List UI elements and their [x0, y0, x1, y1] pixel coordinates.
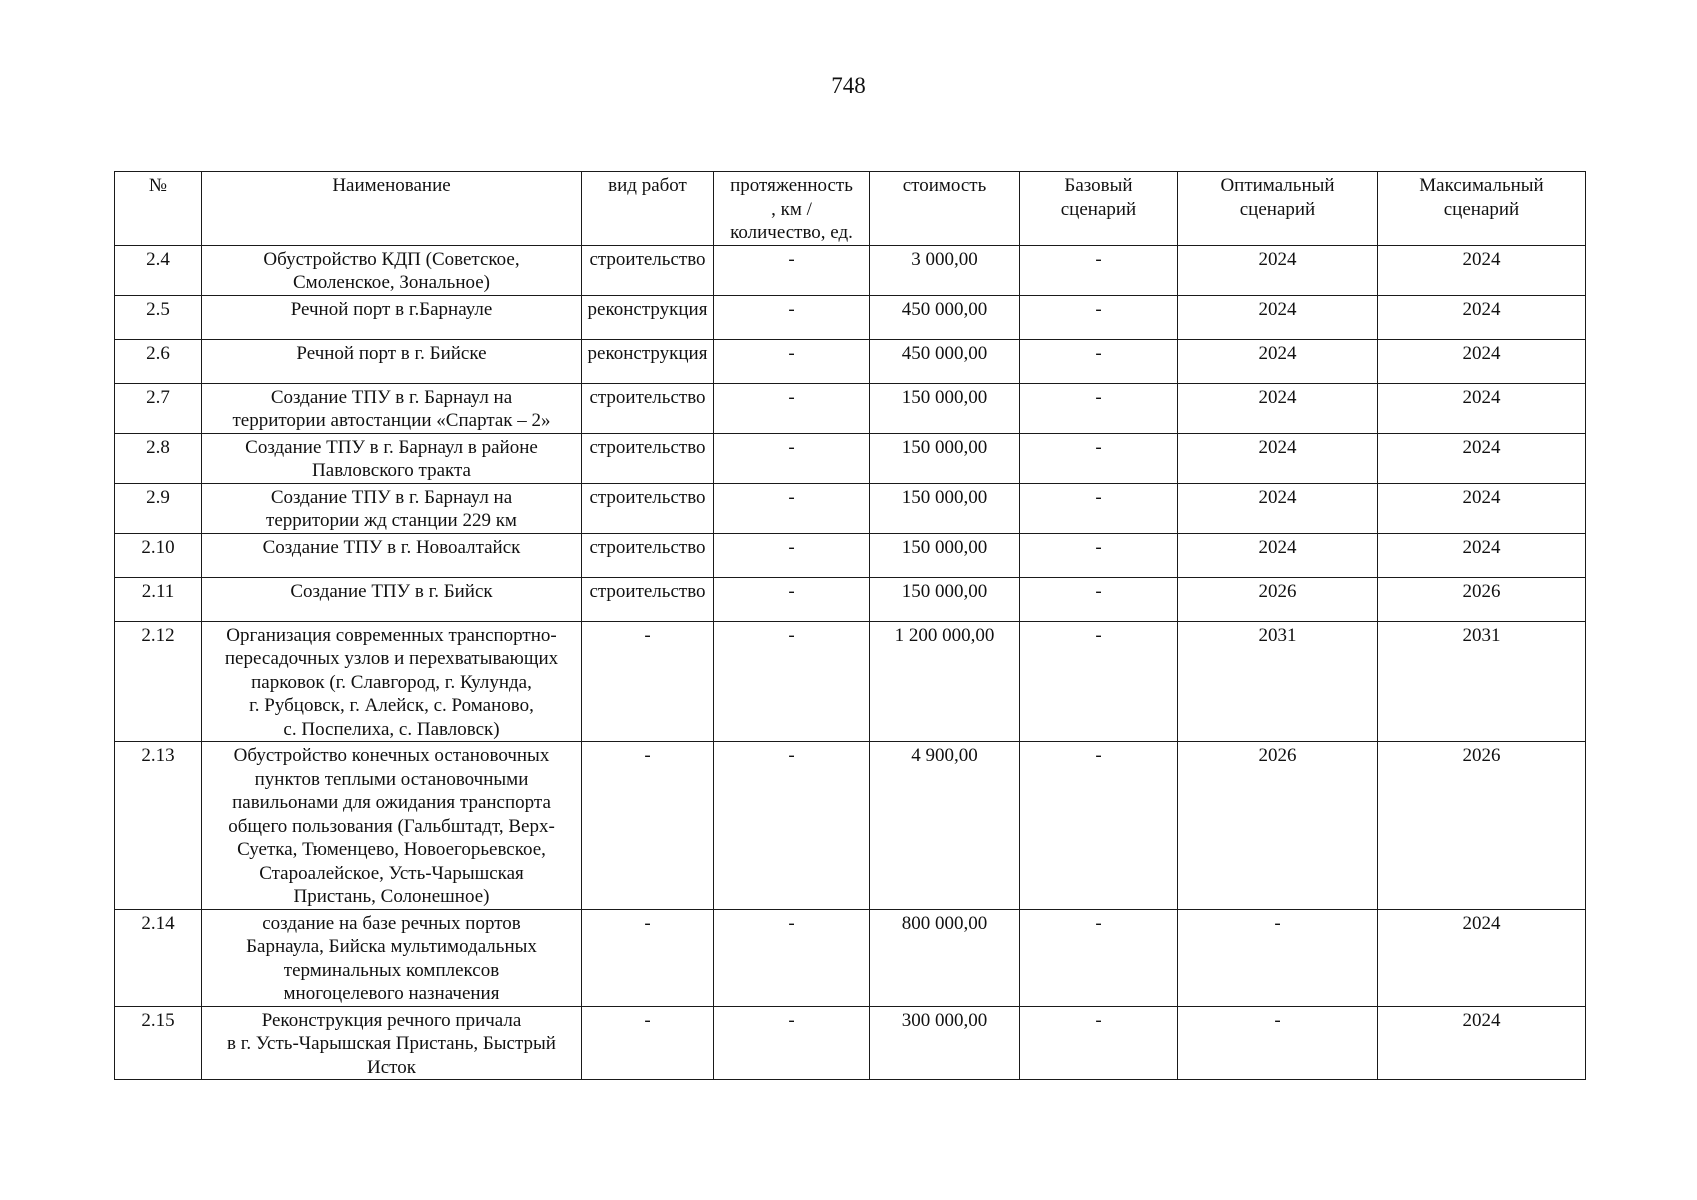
row-name-text: Организация современных транспортно- пересадочных узлов и перехватывающих парковок (г. Славгород, г. Кулунда, г. Рубцовск, г. Алейск, с. Романово, с. Поспелиха, с. Павловск) — [224, 624, 559, 740]
row-work-type-text: строительство — [589, 580, 706, 602]
row-cost-cell — [870, 383, 1020, 433]
row-max-scenario-cell — [1378, 577, 1586, 621]
row-cost-cell — [870, 1006, 1020, 1080]
row-number-cell — [115, 577, 202, 621]
row-cost-cell — [870, 533, 1020, 577]
row-work-type-text: строительство — [589, 536, 706, 558]
row-cost-cell — [870, 577, 1020, 621]
table-row — [115, 339, 1586, 383]
row-base-scenario-cell — [1020, 295, 1178, 339]
header-length: протяженность , км / количество, ед. — [714, 172, 870, 246]
row-base-scenario-cell — [1020, 483, 1178, 533]
row-number-text: 2.13 — [141, 745, 175, 766]
row-length-text: - — [788, 386, 795, 408]
row-name-cell — [202, 621, 582, 742]
row-number-cell — [115, 1006, 202, 1080]
row-name-text: Обустройство конечных остановочных пунктов теплыми остановочными павильонами для ожидания транспорта общего пользования (Гальбштадт, Верх- Суетка, Тюменцево, Новоегорьевское, Староалейское, Усть-Чарышская Пристань, Солонешное) — [228, 745, 555, 907]
row-cost-text: 450 000,00 — [901, 342, 988, 364]
row-length-text: - — [788, 1009, 795, 1031]
row-base-scenario-text: - — [1095, 248, 1102, 270]
row-optimal-scenario-text: 2024 — [1258, 486, 1297, 508]
row-name-text: Создание ТПУ в г. Новоалтайск — [262, 536, 521, 558]
row-cost-cell — [870, 295, 1020, 339]
row-length-text: - — [788, 298, 795, 320]
row-optimal-scenario-text: 2024 — [1258, 298, 1297, 320]
row-cost-text: 4 900,00 — [911, 745, 978, 766]
row-base-scenario-cell — [1020, 1006, 1178, 1080]
row-work-type-cell — [582, 577, 714, 621]
row-length-cell — [714, 577, 870, 621]
table-row — [115, 533, 1586, 577]
row-name-text: Создание ТПУ в г. Бийск — [290, 580, 493, 602]
row-length-cell — [714, 621, 870, 742]
data-table — [114, 171, 1586, 1080]
row-cost-cell — [870, 433, 1020, 483]
row-length-text: - — [788, 745, 795, 766]
row-max-scenario-cell — [1378, 383, 1586, 433]
row-work-type-text: - — [644, 745, 651, 766]
row-name-cell — [202, 483, 582, 533]
row-optimal-scenario-text: 2026 — [1258, 580, 1297, 602]
table-row — [115, 383, 1586, 433]
row-max-scenario-cell — [1378, 295, 1586, 339]
table-row — [115, 909, 1586, 1006]
row-work-type-text: строительство — [589, 248, 706, 270]
row-work-type-cell — [582, 295, 714, 339]
row-length-text: - — [788, 486, 795, 508]
row-work-type-text: реконструкция — [587, 342, 708, 364]
row-base-scenario-text: - — [1095, 298, 1102, 320]
row-base-scenario-text: - — [1095, 342, 1102, 364]
row-optimal-scenario-text: 2024 — [1258, 386, 1297, 408]
row-number-cell — [115, 295, 202, 339]
row-base-scenario-text: - — [1095, 624, 1102, 646]
row-cost-cell — [870, 909, 1020, 1006]
row-max-scenario-cell — [1378, 339, 1586, 383]
row-number-text: 2.4 — [146, 248, 170, 270]
row-base-scenario-text: - — [1095, 580, 1102, 602]
row-name-cell — [202, 245, 582, 295]
row-number-text: 2.12 — [141, 624, 175, 646]
row-base-scenario-cell — [1020, 909, 1178, 1006]
row-base-scenario-text: - — [1095, 436, 1102, 458]
row-length-text: - — [788, 536, 795, 558]
row-number-cell — [115, 483, 202, 533]
row-name-text: Реконструкция речного причала в г. Усть-Чарышская Пристань, Быстрый Исток — [227, 1009, 556, 1078]
row-max-scenario-text: 2024 — [1462, 248, 1501, 270]
header-optimal-scenario: Оптимальный сценарий — [1178, 172, 1378, 246]
row-cost-text: 800 000,00 — [901, 912, 988, 934]
row-optimal-scenario-cell — [1178, 621, 1378, 742]
row-length-cell — [714, 483, 870, 533]
row-name-text: Создание ТПУ в г. Барнаул на территории жд станции 229 км — [266, 486, 517, 531]
row-base-scenario-cell — [1020, 433, 1178, 483]
table-row — [115, 577, 1586, 621]
row-cost-text: 150 000,00 — [901, 580, 988, 602]
row-length-text: - — [788, 248, 795, 270]
row-max-scenario-cell — [1378, 483, 1586, 533]
row-cost-text: 150 000,00 — [901, 436, 988, 458]
row-length-text: - — [788, 580, 795, 602]
row-work-type-cell — [582, 1006, 714, 1080]
row-max-scenario-text: 2024 — [1462, 1009, 1501, 1031]
row-number-cell — [115, 909, 202, 1006]
row-length-text: - — [788, 624, 795, 646]
row-work-type-cell — [582, 742, 714, 910]
row-optimal-scenario-cell — [1178, 295, 1378, 339]
row-work-type-cell — [582, 339, 714, 383]
table-row — [115, 245, 1586, 295]
row-number-text: 2.10 — [141, 536, 175, 558]
page-number: 748 — [831, 73, 866, 98]
row-optimal-scenario-cell — [1178, 909, 1378, 1006]
row-cost-text: 450 000,00 — [901, 298, 988, 320]
row-base-scenario-cell — [1020, 339, 1178, 383]
row-work-type-cell — [582, 383, 714, 433]
row-base-scenario-text: - — [1095, 912, 1102, 934]
row-length-cell — [714, 383, 870, 433]
table-row — [115, 433, 1586, 483]
row-max-scenario-cell — [1378, 533, 1586, 577]
row-name-text: создание на базе речных портов Барнаула, Бийска мультимодальных терминальных комплексов многоцелевого назначения — [246, 912, 537, 1004]
row-optimal-scenario-text: 2026 — [1258, 745, 1297, 766]
row-cost-cell — [870, 621, 1020, 742]
row-length-cell — [714, 909, 870, 1006]
row-cost-text: 150 000,00 — [901, 486, 988, 508]
row-name-cell — [202, 339, 582, 383]
row-number-text: 2.9 — [146, 486, 170, 508]
row-work-type-text: - — [644, 624, 651, 646]
table-body — [115, 245, 1586, 1080]
header-work-type: вид работ — [582, 172, 714, 246]
row-max-scenario-text: 2026 — [1462, 745, 1501, 766]
row-name-text: Создание ТПУ в г. Барнаул в районе Павловского тракта — [245, 436, 538, 481]
table-row — [115, 742, 1586, 910]
row-optimal-scenario-cell — [1178, 339, 1378, 383]
row-base-scenario-cell — [1020, 383, 1178, 433]
row-length-cell — [714, 433, 870, 483]
row-base-scenario-text: - — [1095, 386, 1102, 408]
row-optimal-scenario-text: 2031 — [1258, 624, 1297, 646]
row-length-cell — [714, 295, 870, 339]
table-row — [115, 483, 1586, 533]
row-number-cell — [115, 533, 202, 577]
row-max-scenario-text: 2031 — [1462, 624, 1501, 646]
row-name-cell — [202, 383, 582, 433]
row-number-text: 2.15 — [141, 1009, 175, 1031]
row-number-cell — [115, 383, 202, 433]
row-work-type-text: - — [644, 912, 651, 934]
row-work-type-text: строительство — [589, 486, 706, 508]
row-optimal-scenario-text: 2024 — [1258, 536, 1297, 558]
row-base-scenario-text: - — [1095, 536, 1102, 558]
row-number-text: 2.11 — [141, 580, 175, 602]
row-number-text: 2.6 — [146, 342, 170, 364]
row-length-cell — [714, 742, 870, 910]
row-work-type-cell — [582, 909, 714, 1006]
row-max-scenario-text: 2024 — [1462, 386, 1501, 408]
row-number-cell — [115, 621, 202, 742]
row-cost-cell — [870, 483, 1020, 533]
row-optimal-scenario-text: 2024 — [1258, 342, 1297, 364]
header-base-scenario: Базовый сценарий — [1020, 172, 1178, 246]
row-work-type-text: строительство — [589, 386, 706, 408]
row-cost-text: 3 000,00 — [911, 248, 978, 270]
row-base-scenario-text: - — [1095, 486, 1102, 508]
row-name-cell — [202, 533, 582, 577]
row-length-cell — [714, 339, 870, 383]
row-cost-text: 1 200 000,00 — [894, 624, 995, 646]
row-cost-text: 150 000,00 — [901, 386, 988, 408]
row-optimal-scenario-cell — [1178, 1006, 1378, 1080]
row-base-scenario-cell — [1020, 245, 1178, 295]
row-name-text: Создание ТПУ в г. Барнаул на территории автостанции «Спартак – 2» — [232, 386, 551, 431]
row-work-type-cell — [582, 483, 714, 533]
table-row — [115, 295, 1586, 339]
row-base-scenario-cell — [1020, 533, 1178, 577]
row-cost-text: 150 000,00 — [901, 536, 988, 558]
row-name-text: Речной порт в г.Барнауле — [290, 298, 493, 320]
row-length-cell — [714, 245, 870, 295]
row-optimal-scenario-cell — [1178, 245, 1378, 295]
row-base-scenario-cell — [1020, 577, 1178, 621]
header-cost: стоимость — [870, 172, 1020, 246]
row-work-type-cell — [582, 245, 714, 295]
row-number-cell — [115, 245, 202, 295]
row-base-scenario-text: - — [1095, 1009, 1102, 1031]
row-length-text: - — [788, 912, 795, 934]
row-cost-cell — [870, 245, 1020, 295]
row-name-cell — [202, 295, 582, 339]
row-cost-cell — [870, 742, 1020, 910]
row-work-type-text: строительство — [589, 436, 706, 458]
table-row — [115, 621, 1586, 742]
header-max-scenario: Максимальный сценарий — [1378, 172, 1586, 246]
table-header-row — [115, 172, 1586, 246]
row-number-text: 2.14 — [141, 912, 175, 934]
row-work-type-cell — [582, 621, 714, 742]
row-optimal-scenario-cell — [1178, 533, 1378, 577]
header-number: № — [115, 172, 202, 246]
row-max-scenario-text: 2024 — [1462, 912, 1501, 934]
row-max-scenario-cell — [1378, 1006, 1586, 1080]
row-name-cell — [202, 1006, 582, 1080]
row-length-text: - — [788, 342, 795, 364]
row-optimal-scenario-cell — [1178, 433, 1378, 483]
row-max-scenario-text: 2024 — [1462, 298, 1501, 320]
row-max-scenario-cell — [1378, 245, 1586, 295]
row-number-text: 2.8 — [146, 436, 170, 458]
row-max-scenario-cell — [1378, 433, 1586, 483]
row-work-type-text: - — [644, 1009, 651, 1031]
table-row — [115, 1006, 1586, 1080]
header-name: Наименование — [202, 172, 582, 246]
row-base-scenario-cell — [1020, 621, 1178, 742]
row-max-scenario-text: 2024 — [1462, 342, 1501, 364]
row-base-scenario-cell — [1020, 742, 1178, 910]
row-cost-cell — [870, 339, 1020, 383]
row-name-cell — [202, 742, 582, 910]
row-number-cell — [115, 742, 202, 910]
row-name-cell — [202, 433, 582, 483]
row-name-cell — [202, 909, 582, 1006]
row-max-scenario-text: 2024 — [1462, 436, 1501, 458]
row-number-text: 2.7 — [146, 386, 170, 408]
row-number-cell — [115, 339, 202, 383]
row-number-text: 2.5 — [146, 298, 170, 320]
row-number-cell — [115, 433, 202, 483]
row-max-scenario-text: 2026 — [1462, 580, 1501, 602]
row-optimal-scenario-cell — [1178, 383, 1378, 433]
row-max-scenario-cell — [1378, 742, 1586, 910]
row-optimal-scenario-text: - — [1274, 1009, 1281, 1031]
row-optimal-scenario-cell — [1178, 577, 1378, 621]
row-cost-text: 300 000,00 — [901, 1009, 988, 1031]
row-work-type-cell — [582, 433, 714, 483]
row-optimal-scenario-cell — [1178, 742, 1378, 910]
row-length-text: - — [788, 436, 795, 458]
row-work-type-cell — [582, 533, 714, 577]
row-length-cell — [714, 533, 870, 577]
row-max-scenario-cell — [1378, 909, 1586, 1006]
row-max-scenario-text: 2024 — [1462, 486, 1501, 508]
row-length-cell — [714, 1006, 870, 1080]
row-name-text: Речной порт в г. Бийске — [296, 342, 487, 364]
row-optimal-scenario-text: 2024 — [1258, 436, 1297, 458]
row-base-scenario-text: - — [1095, 745, 1102, 766]
row-max-scenario-text: 2024 — [1462, 536, 1501, 558]
row-optimal-scenario-text: 2024 — [1258, 248, 1297, 270]
row-optimal-scenario-text: - — [1274, 912, 1281, 934]
row-optimal-scenario-cell — [1178, 483, 1378, 533]
row-work-type-text: реконструкция — [587, 298, 708, 320]
row-name-cell — [202, 577, 582, 621]
row-max-scenario-cell — [1378, 621, 1586, 742]
row-name-text: Обустройство КДП (Советское, Смоленское, Зональное) — [263, 248, 520, 293]
